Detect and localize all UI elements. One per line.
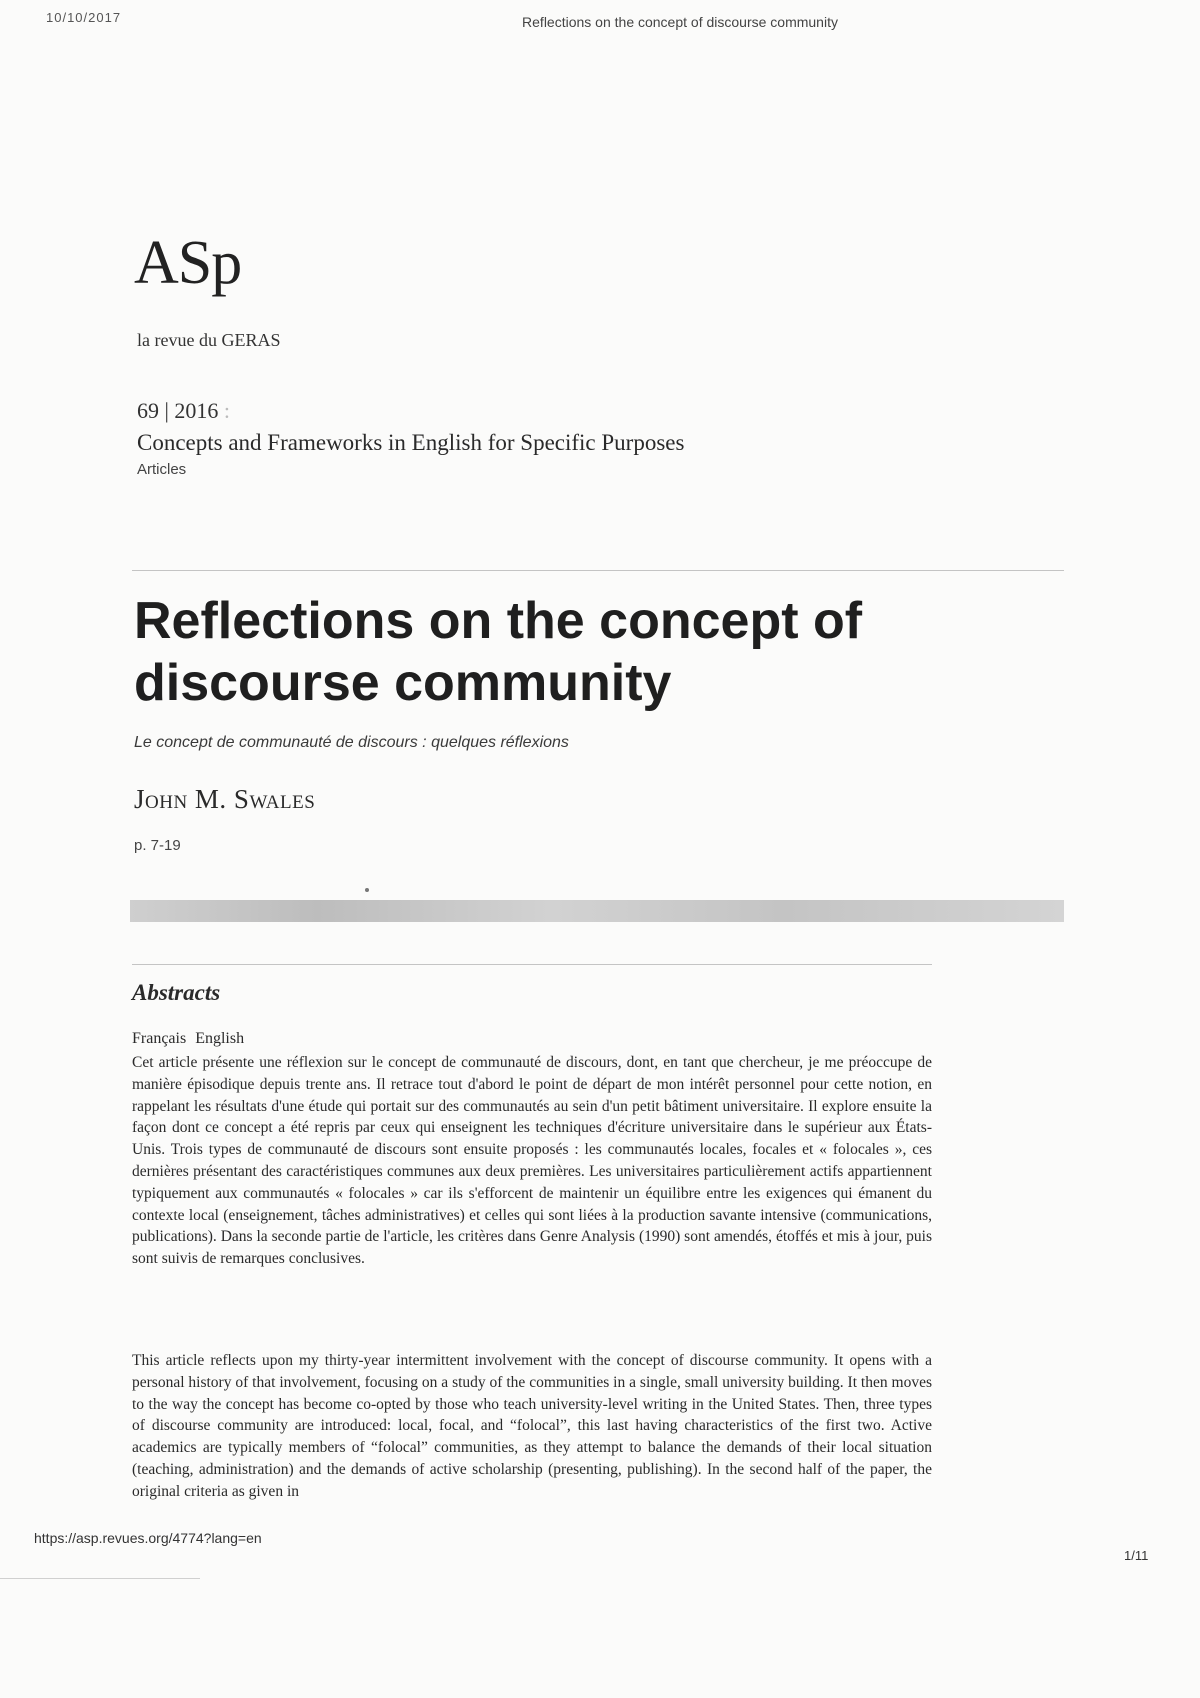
article-title: Reflections on the concept of discourse community — [134, 592, 863, 712]
print-date: 10/10/2017 — [46, 10, 122, 25]
decorative-dot — [365, 888, 369, 892]
toolbar-band — [130, 900, 1064, 922]
footer-page-number: 1/11 — [1124, 1548, 1149, 1563]
abstracts-heading: Abstracts — [132, 980, 221, 1005]
abstract-language-links — [132, 1030, 249, 1048]
journal-subtitle: la revue du GERAS — [137, 330, 281, 350]
divider — [132, 570, 1064, 571]
divider — [0, 1578, 200, 1579]
issue-number[interactable] — [137, 398, 230, 424]
journal-logo[interactable]: ASp — [134, 229, 242, 297]
abstract-french: Cet article présente une réflexion sur le concept de communauté de discours, dont, en tant que chercheur, je me préoccupe de manière épisodique depuis trente ans. Il retrace tout d'abord le point de départ de mon intérêt personnel pour cette notion, en rappelant les résultats d'une étude qui portait sur des communautés au sein d'un petit bâtiment universitaire. Il explore ensuite la façon dont ce concept a été repris par ceux qui enseignent les techniques d'écriture universitaire dans le supérieur aux États-Unis. Trois types de communauté de discours sont ensuite proposés : les communautés locales, focales et « folocales », ces dernières présentant des caractéristiques communes aux deux premières. Les universitaires particulièrement actifs appartiennent typiquement aux communautés « folocales » car ils s'efforcent de maintenir un équilibre entre les exigences qui émanent du contexte local (enseignement, tâches administratives) et celles qui sont liées à la production savante intensive (communications, publications). Dans la seconde partie de l'article, les critères dans Genre Analysis (1990) sont amendés, étoffés et mis à jour, puis sont suivis de remarques conclusives. — [132, 1054, 932, 1268]
article-subtitle: Le concept de communauté de discours : quelques réflexions — [134, 734, 569, 751]
issue-theme[interactable]: Concepts and Frameworks in English for Specific Purposes — [137, 430, 685, 455]
lang-link-french[interactable]: Français — [132, 1030, 187, 1047]
print-page-title: Reflections on the concept of discourse community — [522, 14, 838, 30]
divider — [132, 964, 932, 965]
page-range: p. 7-19 — [134, 837, 181, 854]
issue-number-text: 69 | 2016 — [137, 398, 219, 423]
issue-section[interactable]: Articles — [137, 461, 187, 478]
abstract-english: This article reflects upon my thirty-year intermittent involvement with the concept of discourse community. It opens with a personal history of that involvement, focusing on a study of the communities in a single, small university building. It then moves to the way the concept has become co-opted by those who teach university-level writing in the United States. Then, three types of discourse community are introduced: local, focal, and “folocal”, this last having characteristics of the first two. Active academics are typically members of “folocal” communities, as they attempt to balance the demands of their local situation (teaching, administration) and the demands of active scholarship (presenting, publishing). In the second half of the paper, the original criteria as given in — [132, 1352, 932, 1500]
lang-link-english[interactable]: English — [195, 1030, 245, 1047]
issue-separator: : — [223, 398, 231, 423]
footer-url: https://asp.revues.org/4774?lang=en — [34, 1530, 262, 1546]
author-name[interactable]: John M. Swales — [134, 784, 316, 814]
